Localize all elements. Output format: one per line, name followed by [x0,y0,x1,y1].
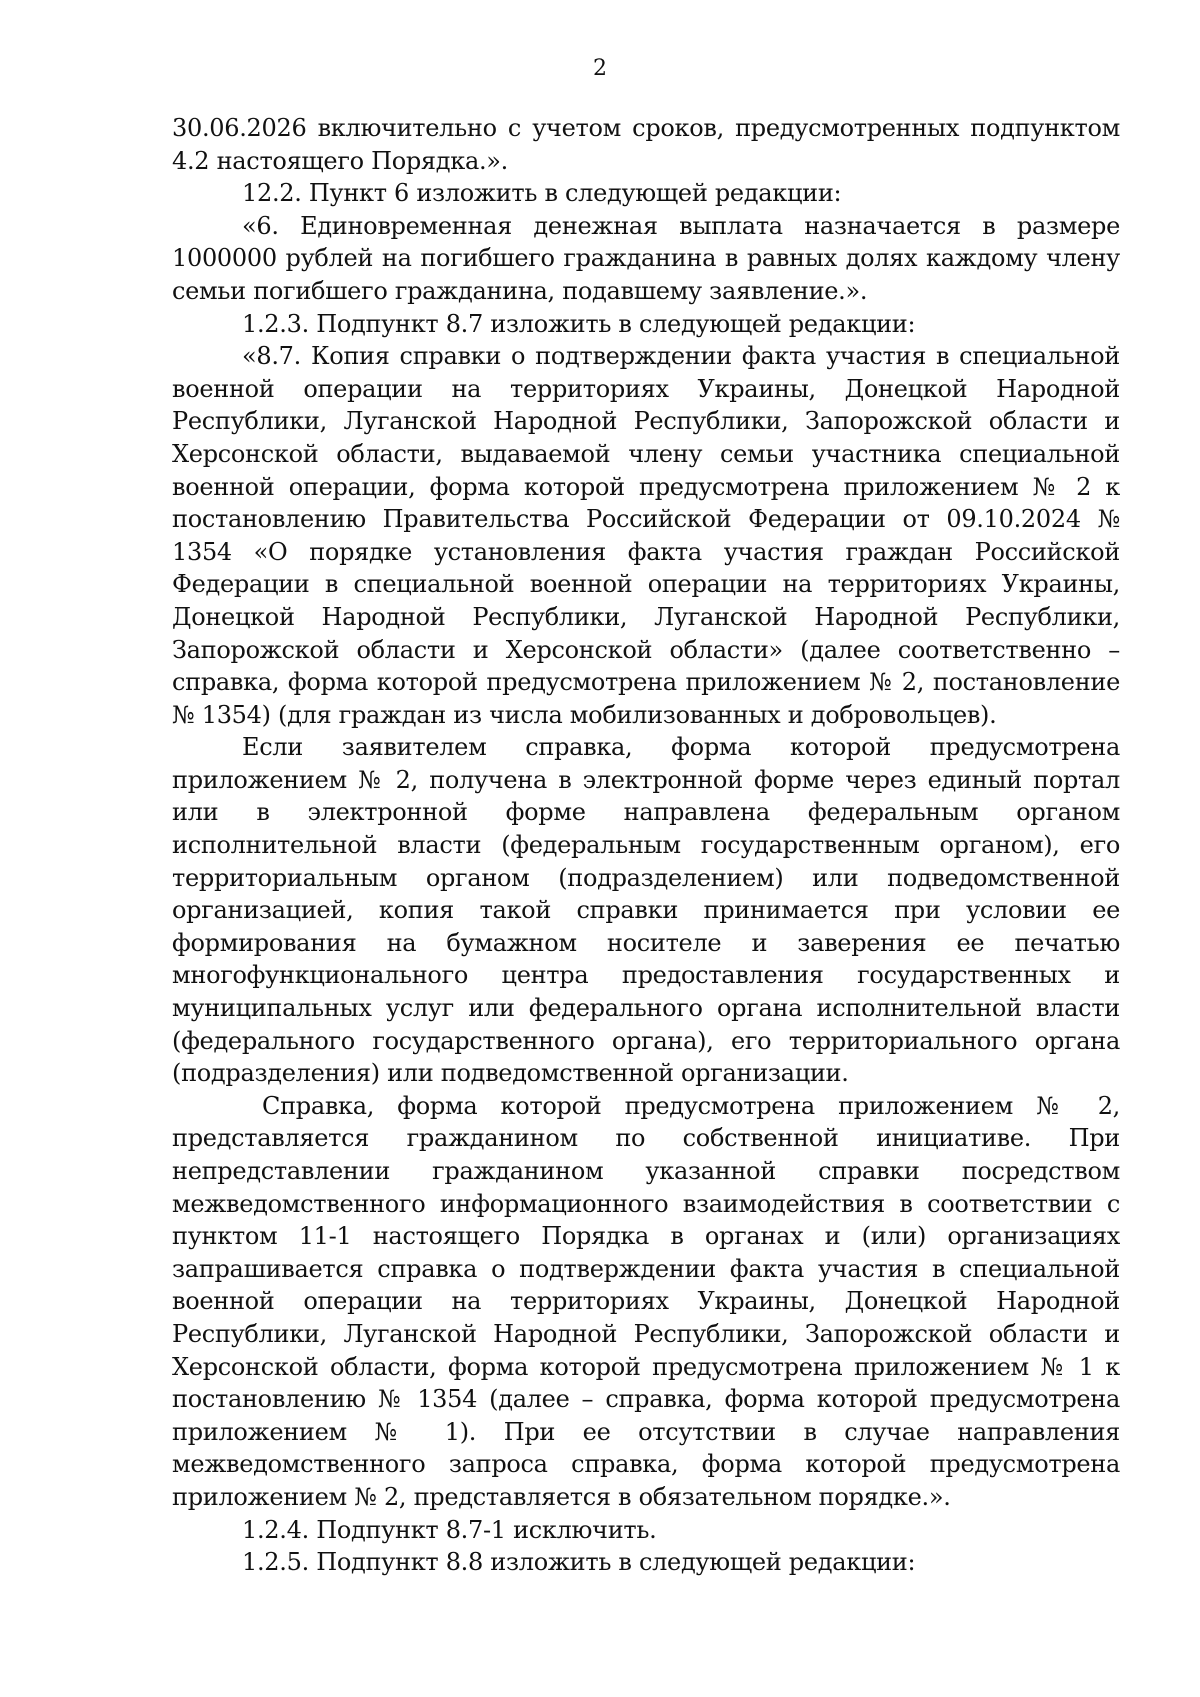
paragraph-item-1-2-5: 1.2.5. Подпункт 8.8 изложить в следующей редакции: [242,1548,916,1577]
paragraph-electronic-form: Если заявителем справка, форма которой предусмотрена приложением № 2, получена в электронной форме через единый портал или в электронной форме направлена федеральным органом исполнительной власти (федеральным государственным органом), его территориальным органом (подразделением) или подведомственной организацией, копия такой справки принимается при условии ее формирования на бумажном носителе и заверения ее печатью многофункционального центра предоставления государственных и муниципальных услуг или федерального органа исполнительной власти (федерального государственного органа), его территориального органа (подразделения) или подведомственной организации. [172,733,1120,1088]
page-number: 2 [593,56,607,81]
paragraph-item-1-2-4: 1.2.4. Подпункт 8.7-1 исключить. [242,1515,657,1544]
document-body [172,112,1120,1579]
paragraph-item-12-2: 12.2. Пункт 6 изложить в следующей редакции: [242,179,842,208]
paragraph-continuation: 30.06.2026 включительно с учетом сроков, предусмотренных подпунктом 4.2 настоящего Порядка.». [172,114,1120,175]
paragraph-quote-8-7: «8.7. Копия справки о подтверждении факта участия в специальной военной операции на территориях Украины, Донецкой Народной Республики, Луганской Народной Республики, Запорожской области и Херсонской области, выдаваемой члену семьи участника специальной военной операции, форма которой предусмотрена приложением № 2 к постановлению Правительства Российской Федерации от 09.10.2024 № 1354 «О порядке установления факта участия граждан Российской Федерации в специальной военной операции на территориях Украины, Донецкой Народной Республики, Луганской Народной Республики, Запорожской области и Херсонской области» (далее соответственно – справка, форма которой предусмотрена приложением № 2, постановление № 1354) (для граждан из числа мобилизованных и добровольцев). [172,342,1120,729]
paragraph-quote-6: «6. Единовременная денежная выплата назначается в размере 1000000 рублей на погибшего гражданина в равных долях каждому члену семьи погибшего гражданина, подавшему заявление.». [172,211,1120,305]
paragraph-item-1-2-3: 1.2.3. Подпункт 8.7 изложить в следующей редакции: [242,309,916,338]
paragraph-certificate-submission: Справка, форма которой предусмотрена приложением № 2, представляется гражданином по собственной инициативе. При непредставлении гражданином указанной справки посредством межведомственного информационного взаимодействия в соответствии с пунктом 11-1 настоящего Порядка в органах и (или) организациях запрашивается справка о подтверждении факта участия в специальной военной операции на территориях Украины, Донецкой Народной Республики, Луганской Народной Республики, Запорожской области и Херсонской области, форма которой предусмотрена приложением № 1 к постановлению № 1354 (далее – справка, форма которой предусмотрена приложением № 1). При ее отсутствии в случае направления межведомственного запроса справка, форма которой предусмотрена приложением № 2, представляется в обязательном порядке.». [172,1091,1120,1511]
